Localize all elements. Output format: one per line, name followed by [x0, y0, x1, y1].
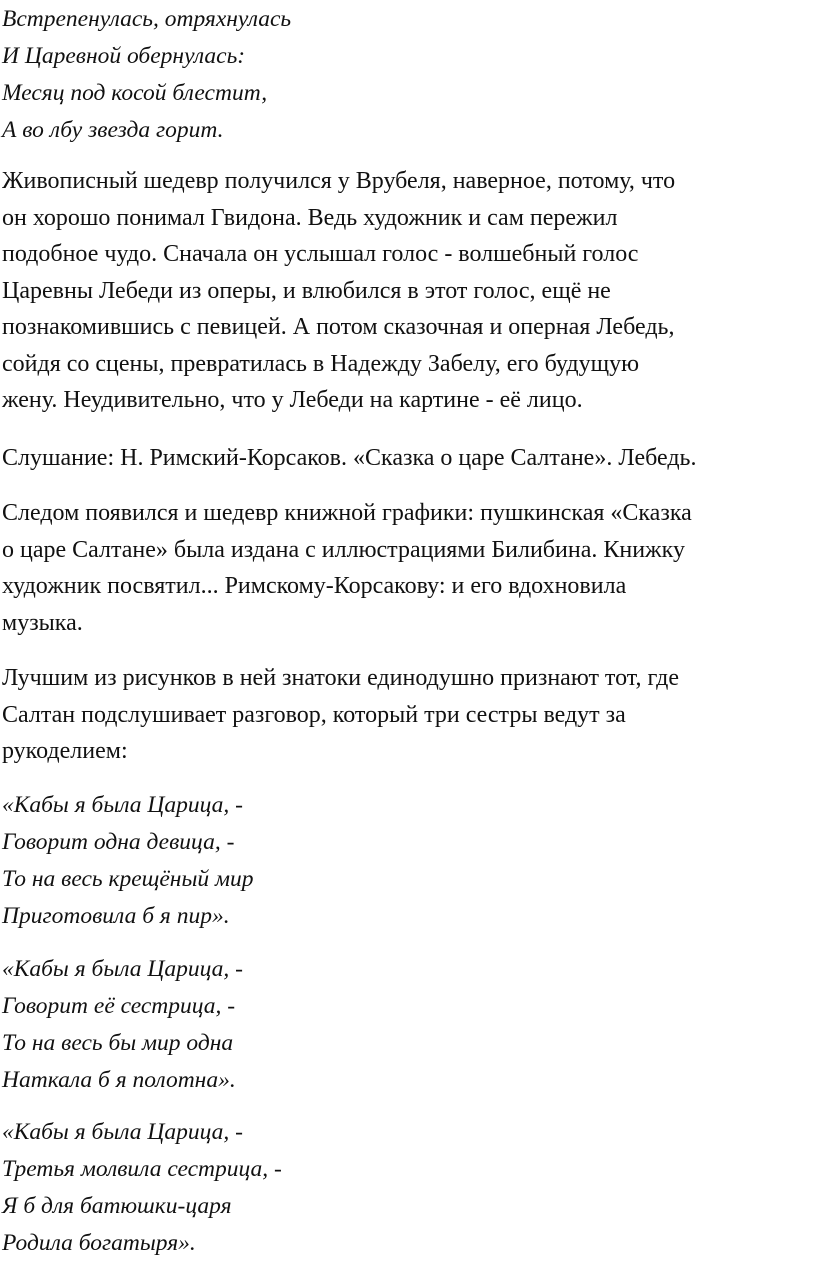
verse-line: «Кабы я была Царица, -: [2, 1119, 243, 1145]
verse-line: Третья молвила сестрица, -: [2, 1156, 282, 1182]
paragraph-line: Салтан подслушивает разговор, который три сестры ведут за: [2, 701, 626, 728]
verse-line: Месяц под косой блестит,: [2, 80, 268, 106]
paragraph-listening: [2, 440, 696, 477]
verse-line: То на весь бы мир одна: [2, 1030, 234, 1056]
paragraph-bilibin: [2, 495, 692, 641]
verse-line: «Кабы я была Царица, -: [2, 792, 243, 818]
paragraph-line: Живописный шедевр получился у Врубеля, наверное, потому, что: [2, 168, 676, 194]
paragraph-line: Лучшим из рисунков в ней знатоки единодушно признают тот, где: [2, 665, 679, 691]
paragraph-line: Царевны Лебеди из оперы, и влюбился в этот голос, ещё не: [2, 277, 611, 304]
paragraph-vrubel: [2, 163, 675, 419]
paragraph-line: Следом появился и шедевр книжной графики: пушкинская «Сказка: [2, 500, 692, 526]
paragraph-line: музыка.: [2, 609, 83, 636]
verse-stanza-1: [2, 1, 291, 149]
paragraph-line: рукоделием:: [2, 738, 128, 764]
verse-line: Родила богатыря».: [2, 1230, 196, 1256]
paragraph-line: о царе Салтане» была издана с иллюстрациями Билибина. Книжку: [2, 536, 685, 563]
paragraph-line: подобное чудо. Сначала он услышал голос - волшебный голос: [2, 241, 639, 267]
paragraph-best-drawing: [2, 660, 679, 770]
verse-line: Я б для батюшки-царя: [2, 1193, 232, 1219]
verse-line: Приготовила б я пир».: [2, 903, 230, 929]
verse-stanza-3: [2, 951, 243, 1099]
verse-stanza-4: [2, 1114, 282, 1262]
paragraph-line: он хорошо понимал Гвидона. Ведь художник и сам пережил: [2, 204, 618, 231]
verse-line: Говорит одна девица, -: [2, 829, 235, 855]
paragraph-line: художник посвятил... Римскому-Корсакову: и его вдохновила: [2, 573, 627, 599]
paragraph-line: познакомившись с певицей. А потом сказочная и оперная Лебедь,: [2, 314, 675, 340]
verse-line: А во лбу звезда горит.: [2, 117, 224, 143]
verse-line: «Кабы я была Царица, -: [2, 956, 243, 982]
paragraph-line: Слушание: Н. Римский-Корсаков. «Сказка о царе Салтане». Лебедь.: [2, 445, 697, 471]
verse-stanza-2: [2, 787, 254, 935]
paragraph-line: жену. Неудивительно, что у Лебеди на картине - её лицо.: [2, 387, 583, 413]
paragraph-line: сойдя со сцены, превратилась в Надежду Забелу, его будущую: [2, 350, 640, 377]
verse-line: Говорит её сестрица, -: [2, 993, 236, 1019]
verse-line: Встрепенулась, отряхнулась: [2, 6, 292, 32]
verse-line: То на весь крещёный мир: [2, 866, 254, 892]
verse-line: И Царевной обернулась:: [2, 43, 246, 69]
verse-line: Наткала б я полотна».: [2, 1067, 236, 1093]
